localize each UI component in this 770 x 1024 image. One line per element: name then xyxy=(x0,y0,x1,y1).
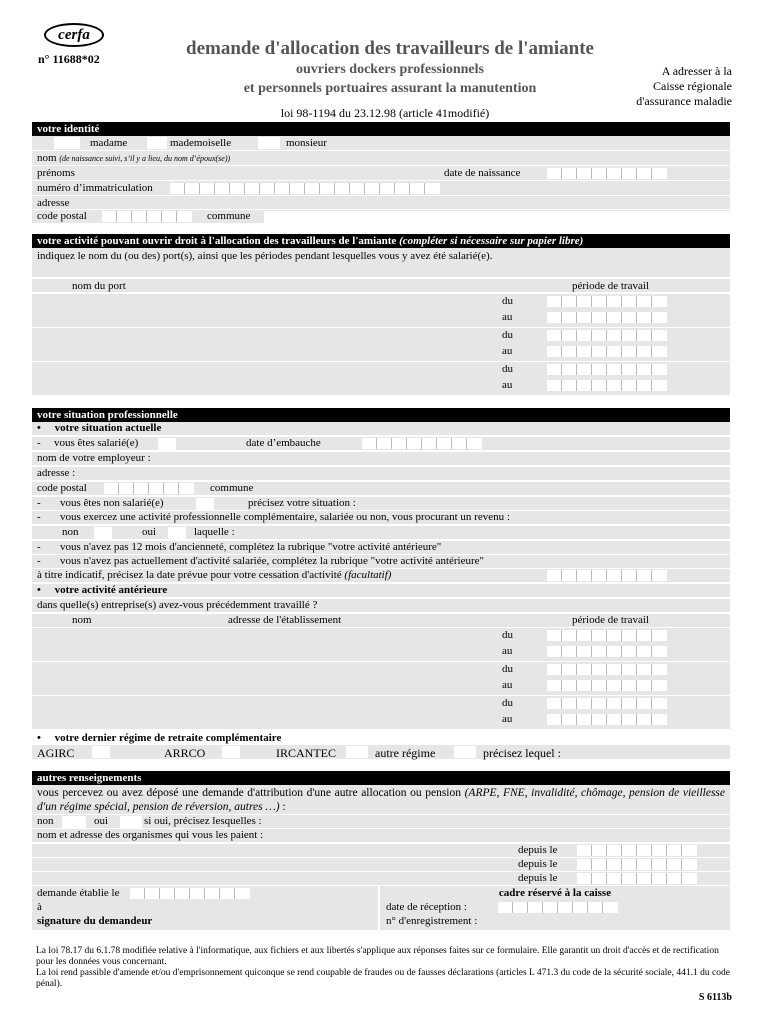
si-oui-label: si oui, précisez lesquelles : xyxy=(144,815,262,827)
non-label: non xyxy=(62,526,79,538)
organismes-row xyxy=(32,829,730,843)
form-code: S 6113b xyxy=(698,992,732,1003)
activity-header-note: (compléter si nécessaire sur papier libre) xyxy=(399,235,584,247)
reception-date-field[interactable] xyxy=(498,902,618,913)
organismes-label: nom et adresse des organismes qui vous les paient : xyxy=(37,829,264,841)
activity-columns-row xyxy=(32,279,730,293)
dash: - xyxy=(37,541,41,553)
immatriculation-label: numéro d’immatriculation xyxy=(37,182,153,194)
du-date-field[interactable] xyxy=(547,698,667,709)
entreprises-columns-row xyxy=(32,614,730,628)
reception-label: date de réception : xyxy=(386,901,467,913)
activity-header-text: votre activité pouvant ouvrir droit à l'allocation des travailleurs de l'amiante xyxy=(37,235,397,247)
activity-instruction-row xyxy=(32,248,730,278)
du-label: du xyxy=(502,329,513,341)
au-label: au xyxy=(502,679,513,691)
col-periode-label: période de travail xyxy=(572,614,649,626)
non-checkbox[interactable] xyxy=(62,816,86,828)
au-date-field[interactable] xyxy=(547,346,667,357)
salarie-row xyxy=(32,437,730,451)
section-situation-header: votre situation professionnelle xyxy=(32,408,730,422)
date-naissance-label: date de naissance xyxy=(444,167,521,179)
col-nom-label: nom xyxy=(72,614,92,626)
civility-row xyxy=(32,136,730,151)
salarie-label: vous êtes salarié(e) xyxy=(54,437,139,449)
autres-non-oui-row xyxy=(32,815,730,829)
immatriculation-row xyxy=(32,181,730,196)
footer-privacy: La loi 78.17 du 6.1.78 modifiée relative à l'informatique, aux fichiers et aux libertés s'applique aux réponses faites sur ce formulaire. Elle garantit un droit d'accès et de rectification pour les données vous concernant. xyxy=(36,946,719,967)
oui-label: oui xyxy=(142,526,157,538)
depuis-label: depuis le xyxy=(518,872,558,884)
mademoiselle-checkbox[interactable] xyxy=(147,137,167,149)
du-label: du xyxy=(502,697,513,709)
au-label: au xyxy=(502,345,513,357)
du-date-field[interactable] xyxy=(547,296,667,307)
autre-regime-label: autre régime xyxy=(375,746,436,760)
port-row-1 xyxy=(32,294,730,328)
au-date-field[interactable] xyxy=(547,714,667,725)
cadre-label: cadre réservé à la caisse xyxy=(498,887,612,899)
au-label: au xyxy=(502,645,513,657)
nom-label xyxy=(37,152,230,164)
entreprise-row-1 xyxy=(32,628,730,662)
address-line: d'assurance maladie xyxy=(636,94,732,108)
prenoms-row[interactable] xyxy=(32,166,730,181)
date-naissance-field[interactable] xyxy=(547,168,667,179)
commune-label: commune xyxy=(210,482,254,494)
signature-label: signature du demandeur xyxy=(37,915,153,927)
current-situation-label: • votre situation actuelle xyxy=(37,422,162,434)
facultatif-note: (facultatif) xyxy=(344,569,392,581)
moins12-label: vous n'avez pas 12 mois d'ancienneté, complétez la rubrique "votre activité antérieure" xyxy=(60,541,442,553)
laquelle-label: laquelle : xyxy=(194,526,235,538)
autres-question-row xyxy=(32,785,730,815)
depuis-row-1 xyxy=(32,844,730,858)
prenoms-label: prénoms xyxy=(37,167,75,179)
employeur-label: nom de votre employeur : xyxy=(37,452,151,464)
address-line: A adresser à la xyxy=(661,64,732,78)
entreprise-row-3 xyxy=(32,696,730,730)
du-date-field[interactable] xyxy=(547,330,667,341)
etablie-label: demande établie le xyxy=(37,887,120,899)
agirc-checkbox[interactable] xyxy=(92,746,110,758)
ircantec-label: IRCANTEC xyxy=(276,746,336,760)
monsieur-checkbox[interactable] xyxy=(258,137,280,149)
du-label: du xyxy=(502,295,513,307)
nom-row[interactable] xyxy=(32,151,730,166)
cessation-label xyxy=(37,569,391,581)
employer-address-label: adresse : xyxy=(37,467,76,479)
regime-label: • votre dernier régime de retraite complémentaire xyxy=(37,732,282,744)
commune-label: commune xyxy=(207,210,251,222)
footer-fraud: La loi rend passible d'amende et/ou d'emprisonnement quiconque se rend coupable de fraudes ou de fausses déclarations (articles L 471.3 du code de la sécurité sociale, 441.1 du code pénal). xyxy=(36,968,730,989)
depuis-label: depuis le xyxy=(518,858,558,870)
arrco-label: ARRCO xyxy=(164,746,206,760)
non-salarie-checkbox[interactable] xyxy=(196,498,214,510)
non-oui-row xyxy=(32,526,730,540)
non-salarie-label: vous êtes non salarié(e) xyxy=(60,497,164,509)
autres-question-examples: (ARPE, FNE, invalidité, chômage, xyxy=(464,787,626,799)
cessation-date-field[interactable] xyxy=(547,570,667,581)
cessation-text: à titre indicatif, précisez la date prévue pour votre cessation d'activité xyxy=(37,569,342,581)
employer-address-row[interactable] xyxy=(32,467,730,481)
adresse-row[interactable] xyxy=(32,196,730,210)
au-date-field[interactable] xyxy=(547,680,667,691)
code-postal-field[interactable] xyxy=(102,211,192,222)
form-number: n° 11688*02 xyxy=(38,52,100,66)
au-label: au xyxy=(502,311,513,323)
current-situation-text: votre situation actuelle xyxy=(54,422,162,434)
precisez-lequel-label: précisez lequel : xyxy=(483,746,561,760)
pas-salariee-label: vous n'avez pas actuellement d'activité salariée, complétez la rubrique "votre activité antérieure" xyxy=(60,555,485,567)
oui-label: oui xyxy=(94,815,109,827)
port-row-2 xyxy=(32,328,730,362)
autres-question-examples-2: pension de vieillesse d'un régime spécial, pension de réversion, autres …) xyxy=(37,787,725,813)
au-date-field[interactable] xyxy=(547,380,667,391)
current-situation-row xyxy=(32,422,730,436)
non-salarie-row xyxy=(32,497,730,511)
port-row-3 xyxy=(32,362,730,396)
precisez-situation-label: précisez votre situation : xyxy=(248,497,356,509)
dash: - xyxy=(37,437,41,449)
monsieur-label: monsieur xyxy=(286,137,327,149)
du-label: du xyxy=(502,363,513,375)
signature-block xyxy=(32,886,378,930)
section-autres-header: autres renseignements xyxy=(32,771,730,785)
depuis-date-field[interactable] xyxy=(577,859,697,870)
arrco-checkbox[interactable] xyxy=(222,746,240,758)
madame-label: madame xyxy=(90,137,128,149)
depuis-row-3 xyxy=(32,872,730,886)
date-embauche-label: date d’embauche xyxy=(246,437,321,449)
du-date-field[interactable] xyxy=(547,630,667,641)
mademoiselle-label: mademoiselle xyxy=(170,137,232,149)
dash: - xyxy=(37,497,41,509)
commune-field[interactable] xyxy=(264,211,730,223)
entreprise-row-2 xyxy=(32,662,730,696)
non-checkbox[interactable] xyxy=(94,527,112,539)
entreprises-label: dans quelle(s) entreprise(s) avez-vous précédemment travaillé ? xyxy=(37,599,318,611)
address-line: Caisse régionale xyxy=(653,79,732,93)
dash: - xyxy=(37,555,41,567)
du-label: du xyxy=(502,629,513,641)
col-periode-label: période de travail xyxy=(572,280,649,292)
moins12-row xyxy=(32,541,730,555)
entreprises-row xyxy=(32,599,730,613)
law-reference: loi 98-1194 du 23.12.98 (article 41modifié) xyxy=(280,106,490,120)
anterieure-label: • votre activité antérieure xyxy=(37,584,168,596)
code-postal-label: code postal xyxy=(37,210,87,222)
au-date-field[interactable] xyxy=(547,312,667,323)
section-activity-header xyxy=(32,234,730,248)
depuis-date-field[interactable] xyxy=(577,873,697,884)
adresse-label: adresse xyxy=(37,197,70,209)
regime-row xyxy=(32,745,730,760)
code-postal-field[interactable] xyxy=(104,483,194,494)
port-name-field[interactable] xyxy=(32,294,494,311)
oui-checkbox[interactable] xyxy=(120,816,142,828)
etablie-date-field[interactable] xyxy=(130,888,250,899)
autres-question-text: vous percevez ou avez déposé une demande d'attribution d'une autre allocation ou pension xyxy=(37,787,461,799)
complementaire-label: vous exercez une activité professionnelle complémentaire, salariée ou non, vous procurant un revenu : xyxy=(60,511,510,523)
activity-instruction: indiquez le nom du (ou des) port(s), ainsi que les périodes pendant lesquelles vous y avez été salarié(e). xyxy=(37,250,493,262)
du-date-field[interactable] xyxy=(547,664,667,675)
ircantec-checkbox[interactable] xyxy=(346,746,368,758)
depuis-date-field[interactable] xyxy=(577,845,697,856)
enregistrement-label: n° d'enregistrement : xyxy=(386,915,478,927)
au-date-field[interactable] xyxy=(547,646,667,657)
du-date-field[interactable] xyxy=(547,364,667,375)
section-identity-header: votre identité xyxy=(32,122,730,136)
autres-question xyxy=(37,786,725,814)
code-postal-label: code postal xyxy=(37,482,87,494)
anterieure-text: votre activité antérieure xyxy=(54,584,168,596)
complementaire-row xyxy=(32,511,730,525)
date-embauche-field[interactable] xyxy=(362,438,482,449)
recipient-address xyxy=(610,64,732,109)
anterieure-row xyxy=(32,584,730,598)
depuis-label: depuis le xyxy=(518,844,558,856)
a-label: à xyxy=(37,901,42,913)
code-postal-row xyxy=(32,210,730,224)
regime-text: votre dernier régime de retraite complémentaire xyxy=(54,732,282,744)
madame-checkbox[interactable] xyxy=(54,137,80,149)
form-subtitle-2: et personnels portuaires assurant la manutention xyxy=(243,81,537,96)
salarie-checkbox[interactable] xyxy=(158,438,176,450)
cessation-row xyxy=(32,569,730,583)
au-label: au xyxy=(502,379,513,391)
oui-checkbox[interactable] xyxy=(168,527,186,539)
nom-text: nom xyxy=(37,152,57,164)
nom-note: (de naissance suivi, s’il y a lieu, du nom d’époux(se)) xyxy=(59,154,231,163)
au-label: au xyxy=(502,713,513,725)
autre-regime-checkbox[interactable] xyxy=(454,746,476,758)
form-title: demande d'allocation des travailleurs de l'amiante xyxy=(186,38,594,59)
du-label: du xyxy=(502,663,513,675)
pas-salariee-row xyxy=(32,555,730,569)
employeur-row[interactable] xyxy=(32,452,730,466)
agirc-label: AGIRC xyxy=(37,746,75,760)
col-port-label: nom du port xyxy=(72,280,126,292)
caisse-block xyxy=(380,886,730,930)
cerfa-logo: cerfa xyxy=(44,23,104,47)
dash: - xyxy=(37,511,41,523)
immatriculation-field[interactable] xyxy=(170,183,440,194)
non-label: non xyxy=(37,815,54,827)
form-subtitle-1: ouvriers dockers professionnels xyxy=(296,62,484,77)
depuis-row-2 xyxy=(32,858,730,872)
colon: : xyxy=(282,801,286,813)
employer-postal-row xyxy=(32,482,730,496)
col-adresse-label: adresse de l'établissement xyxy=(228,614,342,626)
